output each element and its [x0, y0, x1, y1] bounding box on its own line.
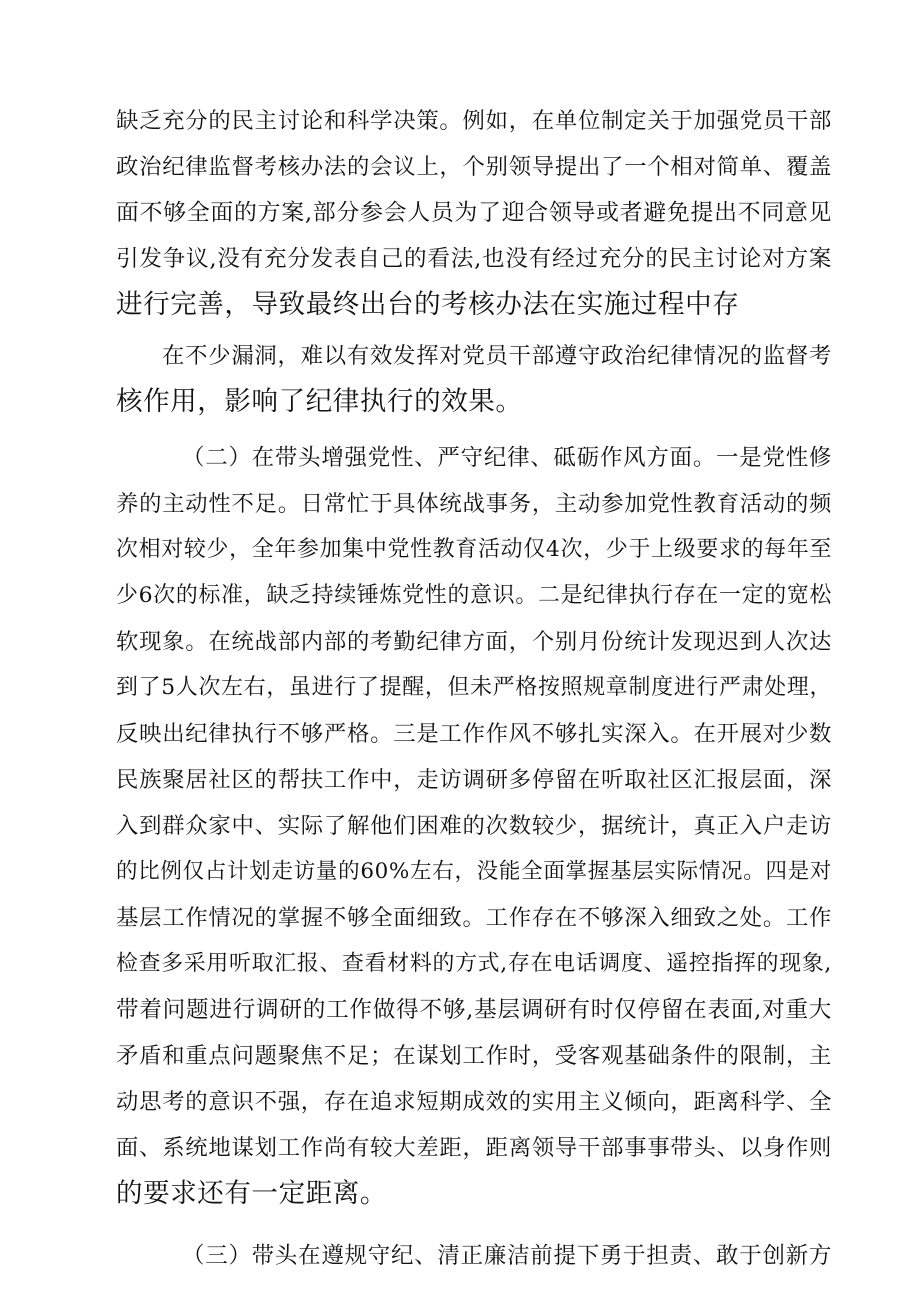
text-line: 入到群众家中、实际了解他们困难的次数较少，据统计，真正入户走访	[116, 813, 832, 839]
paragraph-3	[116, 435, 832, 1217]
paragraph-2	[116, 333, 832, 425]
paragraph-1	[116, 98, 832, 328]
text-line: 基层工作情况的掌握不够全面细致。工作存在不够深入细致之处。工作	[116, 905, 832, 931]
text-line: 在不少漏洞，难以有效发挥对党员干部遵守政治纪律情况的监督考	[162, 343, 832, 369]
text-line: 政治纪律监督考核办法的会议上，个别领导提出了一个相对简单、覆盖	[116, 154, 832, 180]
paragraph-4	[116, 1233, 832, 1279]
text-line: 矛盾和重点问题聚焦不足；在谋划工作时，受客观基础条件的限制，主	[116, 1043, 832, 1069]
text-line: （二）在带头增强党性、严守纪律、砥砺作风方面。一是党性修	[182, 445, 832, 471]
text-line: 的比例仅占计划走访量的60%左右，没能全面掌握基层实际情况。四是对	[116, 859, 832, 884]
text-line: 软现象。在统战部内部的考勤纪律方面，个别月份统计发现迟到人次达	[116, 629, 832, 655]
text-line: 养的主动性不足。日常忙于具体统战事务，主动参加党性教育活动的频	[116, 491, 832, 517]
text-line: 动思考的意识不强，存在追求短期成效的实用主义倾向，距离科学、全	[116, 1089, 832, 1115]
text-line: 缺乏充分的民主讨论和科学决策。例如，在单位制定关于加强党员干部	[116, 108, 832, 134]
text-line: 核作用，影响了纪律执行的效果。	[116, 386, 523, 417]
text-line: 到了5人次左右，虽进行了提醒，但未严格按照规章制度进行严肃处理，	[116, 675, 832, 700]
text-line: 进行完善，导致最终出台的考核办法在实施过程中存	[116, 289, 740, 320]
text-line: 的要求还有一定距离。	[116, 1178, 387, 1209]
text-line: （三）带头在遵规守纪、清正廉洁前提下勇于担责、敢于创新方	[182, 1243, 832, 1269]
text-line: 检查多采用听取汇报、查看材料的方式,存在电话调度、遥控指挥的现象,	[116, 951, 832, 976]
text-line: 面、系统地谋划工作尚有较大差距，距离领导干部事事带头、以身作则	[116, 1135, 832, 1161]
text-line: 引发争议,没有充分发表自己的看法,也没有经过充分的民主讨论对方案	[116, 246, 832, 272]
text-line: 次相对较少，全年参加集中党性教育活动仅4次，少于上级要求的每年至	[116, 537, 832, 562]
document-body	[116, 98, 832, 1279]
text-line: 民族聚居社区的帮扶工作中，走访调研多停留在听取社区汇报层面，深	[116, 767, 832, 793]
text-line: 反映出纪律执行不够严格。三是工作作风不够扎实深入。在开展对少数	[116, 721, 832, 747]
text-line: 少6次的标准，缺乏持续锤炼党性的意识。二是纪律执行存在一定的宽松	[116, 583, 832, 608]
text-line: 带着问题进行调研的工作做得不够,基层调研有时仅停留在表面,对重大	[116, 997, 832, 1023]
text-line: 面不够全面的方案,部分参会人员为了迎合领导或者避免提出不同意见	[116, 200, 832, 226]
